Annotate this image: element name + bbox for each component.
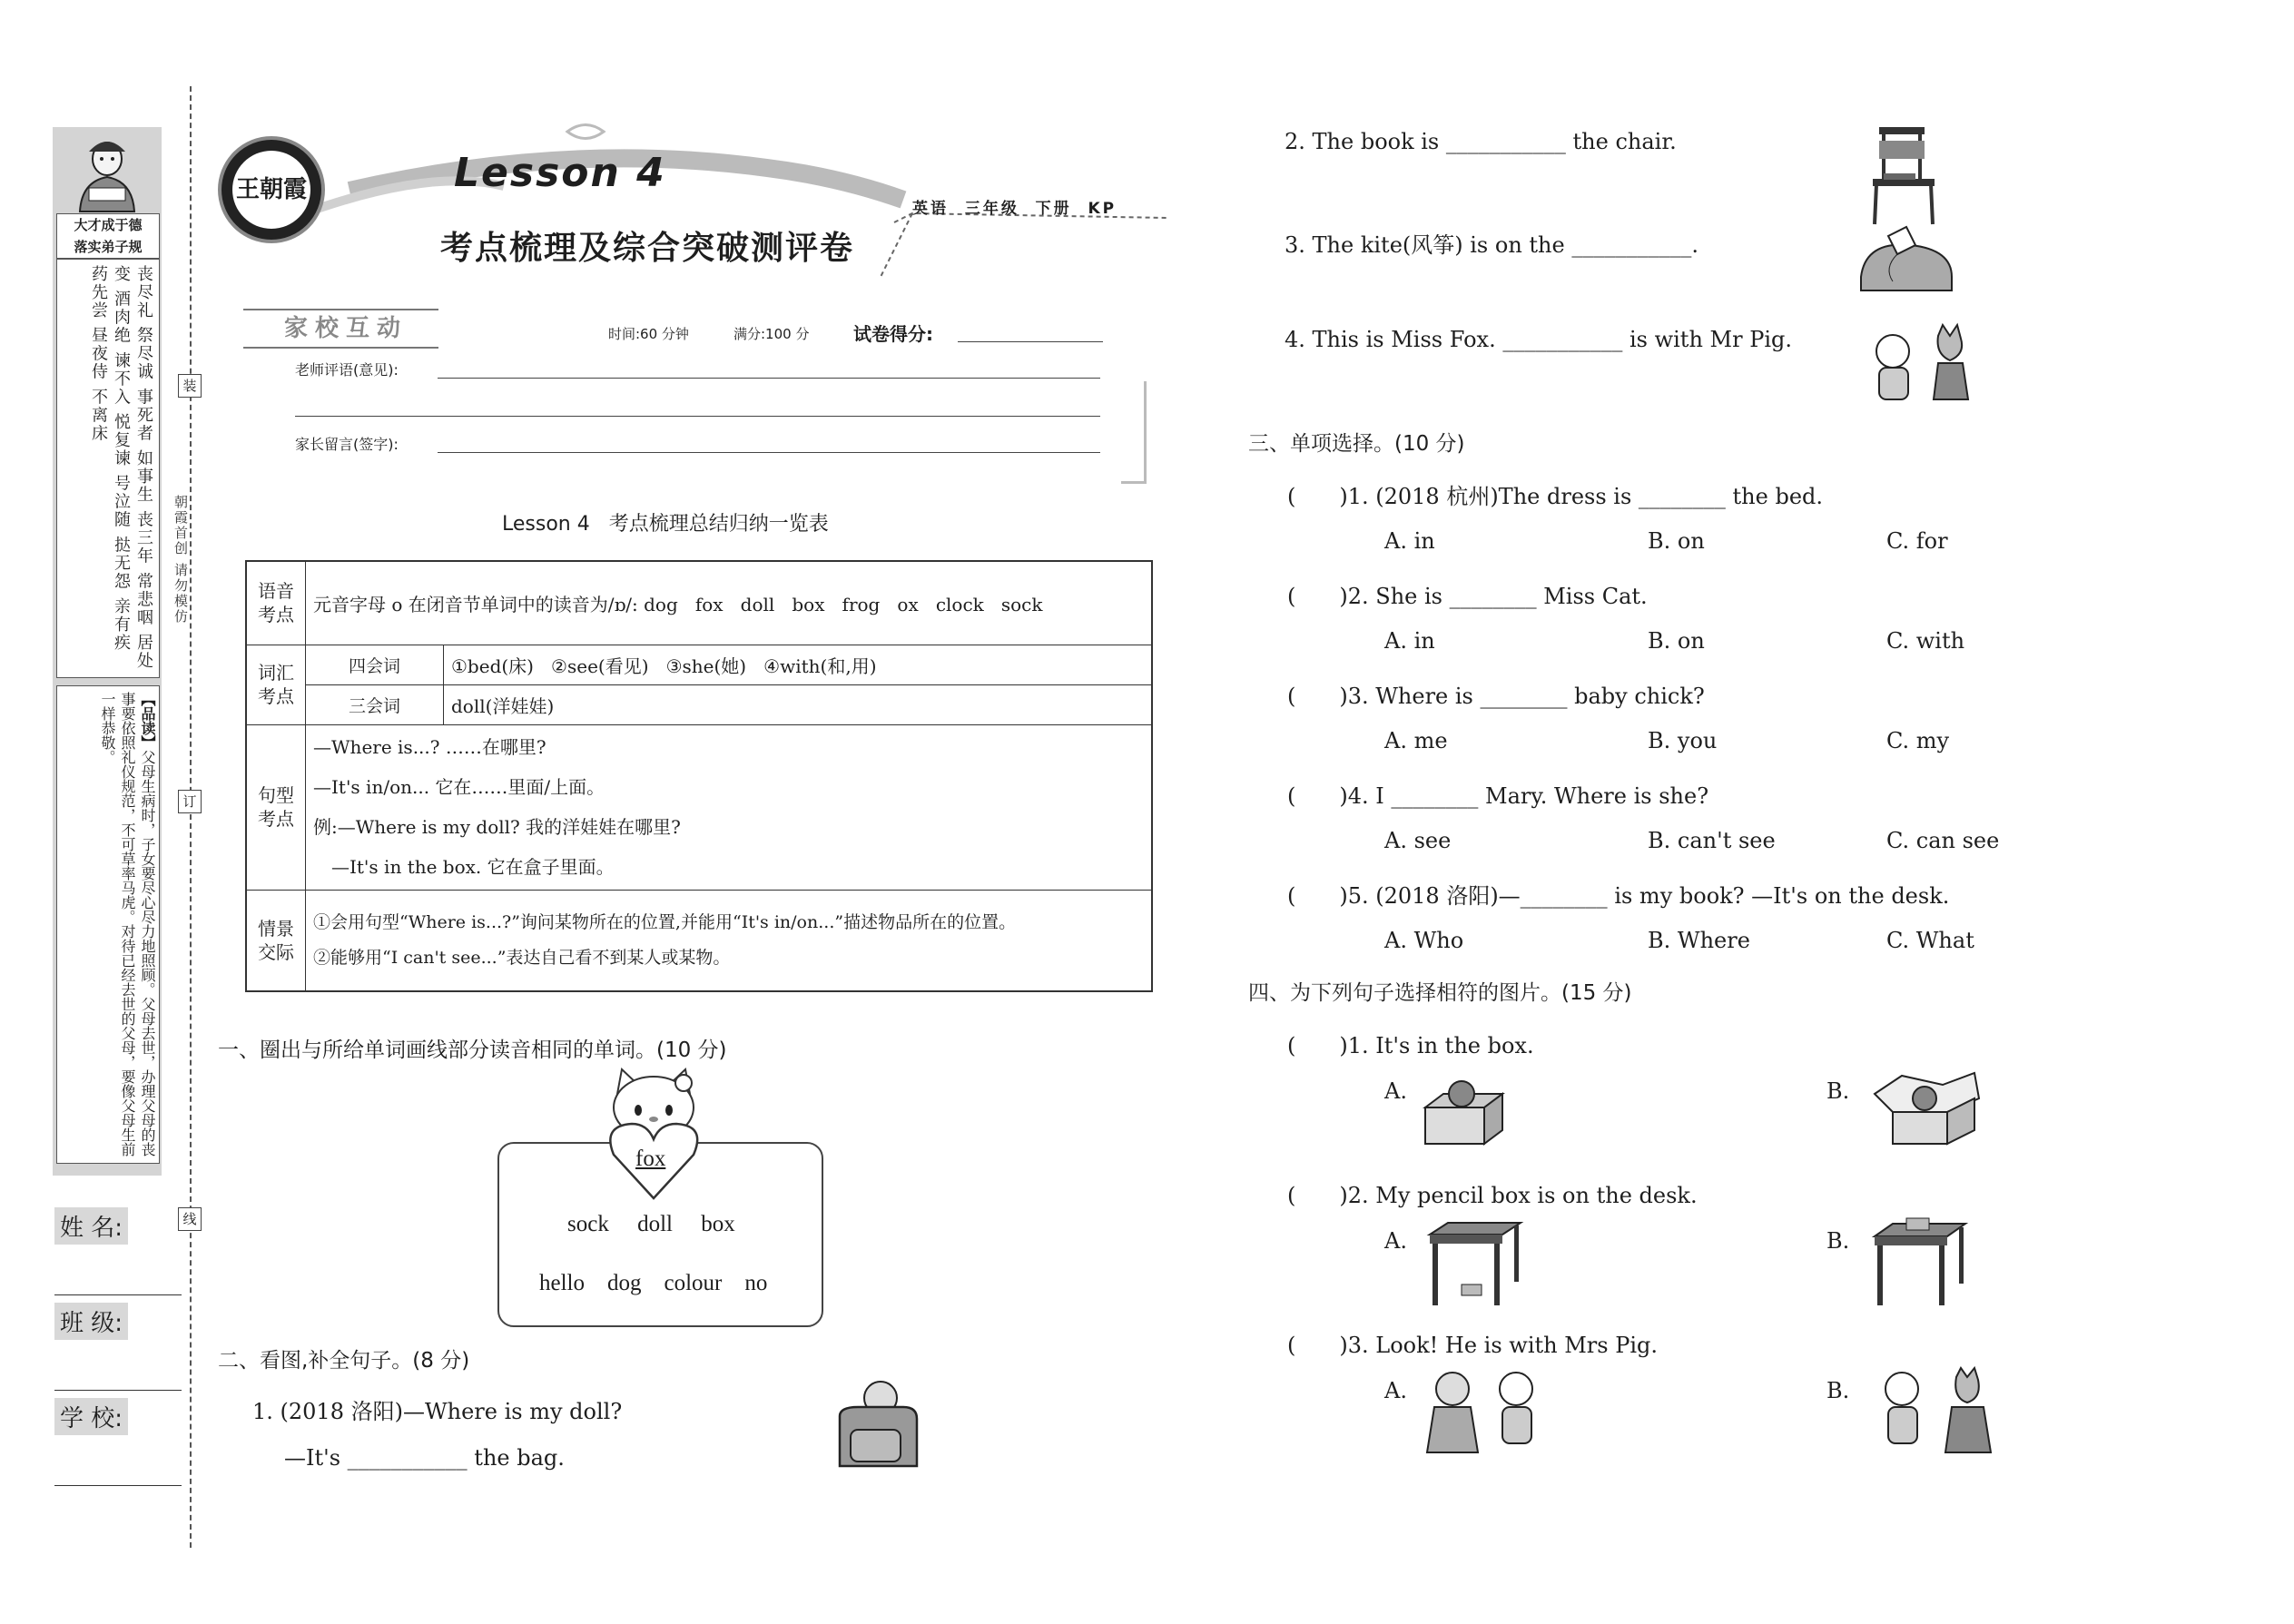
s3-q5-option-c[interactable]: C. What [1886,928,1974,953]
s2-q3[interactable]: 3. The kite(风筝) is on the ___________. [1285,232,1698,258]
time-label: 时间:60 分钟 [608,326,689,342]
s4-q1-stem[interactable]: ( )1. It's in the box. [1287,1033,1534,1058]
s3-q3-option-a[interactable]: A. me [1384,728,1448,753]
s3-q3-stem[interactable]: ( )3. Where is ________ baby chick? [1287,684,1705,709]
word-option[interactable]: sock [567,1212,609,1236]
s4-q3-stem[interactable]: ( )3. Look! He is with Mrs Pig. [1287,1333,1659,1358]
pig-and-fox-icon [1861,322,1979,413]
word-option[interactable]: dog [607,1271,642,1295]
situation-cell: ①会用句型“Where is...?”询问某物所在的位置,并能用“It's in/on...”描述物品所在的位置。 ②能够用“I can't see...”表达自己看不到某人或某物。 [306,890,1153,991]
summary-table [245,560,1153,992]
pencil-box-under-desk-icon [1425,1221,1525,1307]
full-score-label: 满分:100 分 [733,326,810,342]
s3-q4-option-b[interactable]: B. can't see [1648,828,1776,853]
s3-q1-option-b[interactable]: B. on [1648,528,1705,554]
s2-q2[interactable]: 2. The book is ___________ the chair. [1285,129,1677,154]
word-option[interactable]: box [701,1212,735,1236]
word-option[interactable]: doll [637,1212,673,1236]
verse-box [56,259,160,678]
word-option[interactable]: colour [664,1271,723,1295]
doll-in-bag-icon [831,1375,926,1475]
scholar-figure-icon [62,132,153,213]
gutter-label-3: 线 [178,1207,202,1231]
class-field[interactable]: 班 级: [54,1303,182,1391]
school-field[interactable]: 学 校: [54,1398,182,1486]
logo: 王朝霞 [218,136,325,243]
gutter-label-1: 装 [178,374,202,398]
frame-decoration [1121,381,1147,484]
section4-heading: 四、为下列句子选择相符的图片。(15 分) [1248,981,1632,1005]
key-word: fox [635,1147,666,1171]
s3-q4-option-c[interactable]: C. can see [1886,828,2000,853]
verse-text: 丧尽礼 祭尽诚 事死者 如事生 丧三年 常悲咽 居处变 酒肉绝 谏不入 悦复谏 号泣随 挞无怨 亲有疾 药先尝 昼夜侍 不离床 [89,265,153,671]
s3-q2-stem[interactable]: ( )2. She is ________ Miss Cat. [1287,584,1648,609]
word-option[interactable]: hello [539,1271,585,1295]
mrs-pig-and-dog-icon [1416,1366,1557,1462]
section1-heading: 一、圈出与所给单词画线部分读音相同的单词。(10 分) [218,1038,727,1062]
name-field[interactable]: 姓 名: [54,1207,182,1295]
phonics-text: 元音字母 o 在闭音节单词中的读音为/ɒ/: dog fox doll box frog ox clock sock [306,561,1153,645]
s3-q5-option-a[interactable]: A. Who [1384,928,1464,953]
teacher-comment-label: 老师评语(意见): [295,361,399,379]
gutter-label-2: 订 [178,790,202,813]
reading-box [56,685,160,1164]
s4-q2-option-b[interactable]: B. [1826,1228,1850,1254]
s4-q1-option-b[interactable]: B. [1826,1078,1850,1104]
section3-heading: 三、单项选择。(10 分) [1248,432,1465,456]
score-blank[interactable] [958,341,1103,342]
word-row-1 [567,1212,735,1237]
phonics-label: 语音考点 [246,561,306,645]
pencil-box-on-desk-icon [1870,1216,1970,1307]
s3-q1-option-c[interactable]: C. for [1886,528,1948,554]
subject-tags: 英语 三年级 下册 KP [912,200,1117,218]
three-skill-words: doll(洋娃娃) [444,684,1153,724]
binding-line [190,86,192,1548]
word-row-2 [539,1271,767,1296]
motto-box: 大才成于德 落实弟子规 [56,213,160,259]
s4-q1-option-a[interactable]: A. [1384,1078,1407,1104]
s3-q5-option-b[interactable]: B. Where [1648,928,1750,953]
sentence-cell: —Where is...? ……在哪里? —It's in/on... 它在……里面/上面。 例:—Where is my doll? 我的洋娃娃在哪里? —It's in the box. 它在盒子里面。 [306,724,1153,890]
s2-q1-line1: 1. (2018 洛阳)—Where is my doll? [252,1399,623,1424]
s2-q4[interactable]: 4. This is Miss Fox. ___________ is with Mr Pig. [1285,327,1793,352]
parent-note-line[interactable] [438,452,1100,453]
s4-q3-option-b[interactable]: B. [1826,1378,1850,1403]
s4-q2-stem[interactable]: ( )2. My pencil box is on the desk. [1287,1183,1698,1208]
four-skill-words: ①bed(床) ②see(看见) ③she(她) ④with(和,用) [444,645,1153,684]
s3-q1-stem[interactable]: ( )1. (2018 杭州)The dress is ________ the bed. [1287,484,1824,509]
lesson-title: Lesson 4 [454,150,666,196]
copyright-note: 朝霞首创 请勿模仿 [172,495,189,625]
chair-with-book-icon [1866,123,1943,227]
s3-q2-option-b[interactable]: B. on [1648,628,1705,654]
s3-q3-option-b[interactable]: B. you [1648,728,1718,753]
s4-q2-option-a[interactable]: A. [1384,1228,1407,1254]
s3-q4-option-a[interactable]: A. see [1384,828,1452,853]
situation-label: 情景交际 [246,890,306,991]
ball-in-box-icon [1866,1071,1984,1148]
s3-q2-option-a[interactable]: A. in [1384,628,1435,654]
s2-q1-line2[interactable]: —It's ___________ the bag. [284,1445,565,1471]
word-option[interactable]: no [744,1271,768,1295]
four-skill-label: 四会词 [306,645,444,684]
parent-note-label: 家长留言(签字): [295,436,399,453]
three-skill-label: 三会词 [306,684,444,724]
main-title: 考点梳理及综合突破测评卷 [440,229,855,267]
reading-text: 父母生病时，子女要尽心尽力地照顾。父母去世，办理父母的丧事要依照礼仪规范，不可草率马虎。对待已经去世的父母，要像父母生前一样恭敬。 [99,692,156,1156]
dog-and-mrs-pig-icon [1866,1366,2006,1462]
s3-q4-stem[interactable]: ( )4. I ________ Mary. Where is she? [1287,783,1709,809]
home-school-box: 家校互动 [243,309,438,349]
reading-label: 【品读】 [139,692,156,750]
vocab-label: 词汇考点 [246,645,306,724]
s3-q3-option-c[interactable]: C. my [1886,728,1950,753]
s3-q2-option-c[interactable]: C. with [1886,628,1965,654]
s3-q5-stem[interactable]: ( )5. (2018 洛阳)—________ is my book? —It's on the desk. [1287,883,1950,909]
summary-title: Lesson 4 考点梳理总结归纳一览表 [502,513,829,536]
ball-on-box-icon [1421,1076,1507,1148]
s4-q3-option-a[interactable]: A. [1384,1378,1407,1403]
section2-heading: 二、看图,补全句子。(8 分) [218,1349,470,1373]
kite-on-bed-icon [1856,222,1956,300]
teacher-comment-line-1[interactable] [438,378,1100,379]
s3-q1-option-a[interactable]: A. in [1384,528,1435,554]
score-label: 试卷得分: [853,323,933,345]
teacher-comment-line-2[interactable] [295,416,1100,417]
sentence-label: 句型考点 [246,724,306,890]
